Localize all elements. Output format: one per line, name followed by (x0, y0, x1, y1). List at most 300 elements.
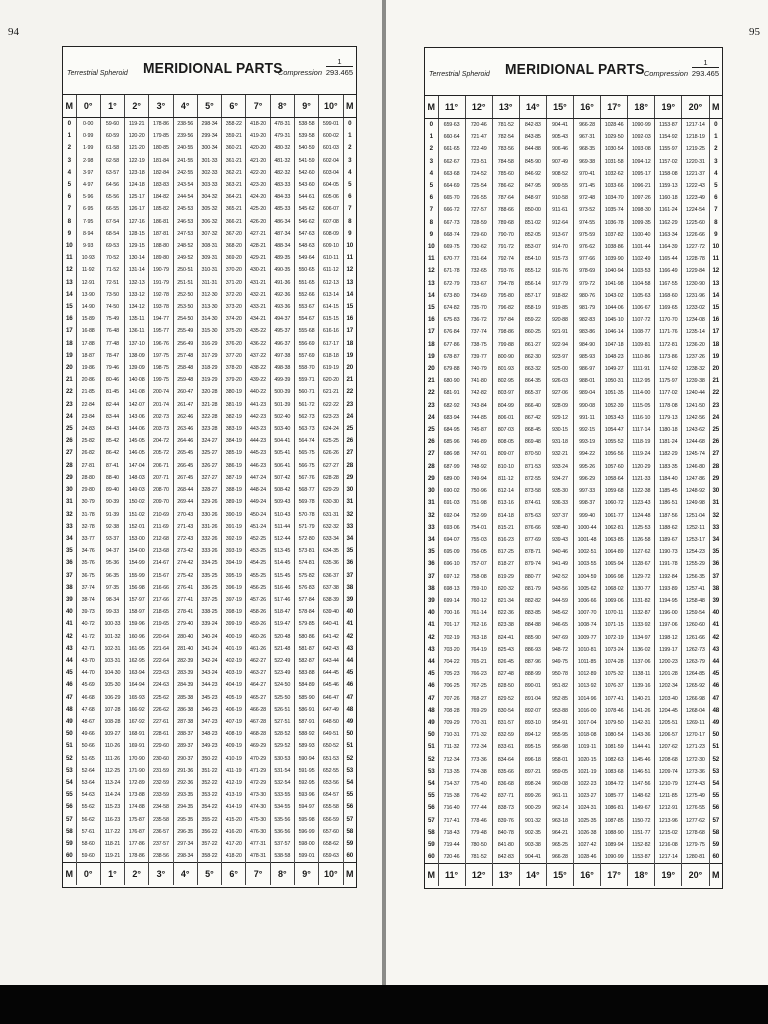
table-cell: 66·55 (100, 203, 124, 215)
table-cell: 724·52 (465, 168, 492, 180)
table-cell: 559·71 (294, 374, 318, 386)
column-header-7: 6° (222, 95, 246, 118)
table-cell: 38·74 (76, 594, 100, 606)
table-cell: 1197·06 (655, 619, 682, 631)
table-cell: 299·34 (197, 130, 221, 142)
table-cell: 1129·72 (628, 571, 655, 583)
minute-cell: 49 (425, 717, 438, 729)
minute-cell: 42 (425, 632, 438, 644)
table-cell: 118·21 (100, 838, 124, 850)
table-cell: 1115·05 (628, 400, 655, 412)
table-cell: 1260·60 (682, 619, 709, 631)
table-cell: 485·33 (270, 203, 294, 215)
table-cell: 137·10 (125, 338, 149, 350)
table-cell: 176·87 (125, 826, 149, 838)
table-cell: 1116·10 (628, 412, 655, 424)
table-cell: 879·74 (519, 558, 546, 570)
minute-cell: 33 (425, 522, 438, 534)
table-cell: 552·66 (294, 289, 318, 301)
table-cell: 610·11 (319, 252, 343, 264)
table-cell: 180·85 (149, 142, 173, 154)
table-cell: 391·19 (222, 521, 246, 533)
minute-cell: 44 (346, 656, 354, 664)
table-row (425, 302, 722, 314)
column-footer-9: 19° (655, 864, 682, 887)
table-row (63, 203, 356, 215)
table-cell: 946·65 (546, 619, 573, 631)
table-cell: 932·21 (546, 448, 573, 460)
table-cell: 1200·23 (655, 656, 682, 668)
table-cell: 1221·37 (682, 168, 709, 180)
table-cell: 658·62 (319, 838, 343, 850)
table-cell: 239·56 (173, 130, 197, 142)
table-cell: 739·77 (465, 351, 492, 363)
table-cell: 131·14 (125, 264, 149, 276)
table-cell: 360·21 (222, 142, 246, 154)
table-cell: 504·41 (270, 435, 294, 447)
column-footer-5: 4° (173, 863, 197, 886)
minute-cell: 20 (712, 365, 720, 373)
minute-cell: 15 (63, 301, 76, 313)
table-cell: 824·41 (492, 632, 519, 644)
table-row (63, 692, 356, 704)
table-row (425, 351, 722, 363)
table-cell: 1174·92 (655, 363, 682, 375)
table-cell: 293·35 (173, 789, 197, 801)
table-cell: 509·43 (270, 496, 294, 508)
table-cell: 93·37 (100, 533, 124, 545)
table-cell: 822·36 (492, 607, 519, 619)
table-row (425, 156, 722, 168)
minute-cell: 51 (63, 740, 76, 752)
table-cell: 119·21 (125, 118, 149, 131)
table-cell: 690·02 (438, 485, 465, 497)
table-cell: 659·63 (438, 119, 465, 132)
table-cell: 246·53 (173, 216, 197, 228)
table-cell: 1154·92 (655, 131, 682, 143)
minute-cell: 23 (63, 399, 76, 411)
table-row (425, 534, 722, 546)
table-cell: 96·35 (100, 570, 124, 582)
table-cell: 410·19 (222, 753, 246, 765)
table-cell: 593·96 (294, 789, 318, 801)
table-cell: 378·20 (222, 362, 246, 374)
table-cell: 553·67 (294, 301, 318, 313)
table-cell: 898·24 (519, 778, 546, 790)
table-cell: 417·20 (222, 838, 246, 850)
table-cell: 1110·86 (628, 351, 655, 363)
table-row (63, 594, 356, 606)
table-cell: 416·20 (222, 826, 246, 838)
table-cell: 744·85 (465, 412, 492, 424)
table-title: MERIDIONAL PARTS (505, 61, 645, 78)
minute-cell: 36 (346, 559, 354, 567)
table-row (425, 387, 722, 399)
table-cell: 471·29 (246, 765, 270, 777)
table-cell: 462·27 (246, 655, 270, 667)
table-cell: 406·19 (222, 704, 246, 716)
table-cell: 876·66 (519, 522, 546, 534)
minute-cell: 34 (346, 534, 354, 542)
table-cell: 722·49 (465, 143, 492, 155)
table-cell: 669·75 (438, 241, 465, 253)
table-cell: 1090·99 (601, 851, 628, 864)
table-cell: 46·68 (76, 692, 100, 704)
minute-cell: 1 (63, 130, 76, 142)
table-cell: 385·19 (222, 447, 246, 459)
table-cell: 973·52 (573, 204, 600, 216)
table-cell: 35·76 (76, 557, 100, 569)
table-row (63, 643, 356, 655)
table-cell: 411·19 (222, 765, 246, 777)
table-cell: 52·64 (76, 765, 100, 777)
table-cell: 729·60 (465, 229, 492, 241)
table-cell: 446·23 (246, 460, 270, 472)
table-cell: 598·00 (294, 838, 318, 850)
table-cell: 228·61 (149, 728, 173, 740)
table-cell: 1086·81 (601, 802, 628, 814)
table-cell: 394·19 (222, 557, 246, 569)
table-cell: 241·55 (173, 155, 197, 167)
table-row (63, 679, 356, 691)
table-cell: 958·01 (546, 754, 573, 766)
table-cell: 1210·79 (655, 778, 682, 790)
table-cell: 194·77 (149, 313, 173, 325)
meridional-parts-table (63, 95, 356, 885)
table-row (63, 509, 356, 521)
table-cell: 269·44 (173, 496, 197, 508)
table-cell: 875·63 (519, 510, 546, 522)
table-cell: 915·73 (546, 253, 573, 265)
table-cell: 23·84 (76, 411, 100, 423)
table-cell: 797·84 (492, 314, 519, 326)
minute-cell: 36 (425, 558, 438, 570)
table-cell: 944·59 (546, 595, 573, 607)
table-cell: 234·58 (149, 801, 173, 813)
minute-cell: 19 (425, 351, 438, 363)
minute-cell: 6 (63, 191, 76, 203)
table-cell: 337·25 (197, 594, 221, 606)
table-cell: 974·55 (573, 217, 600, 229)
table-cell: 298·34 (197, 118, 221, 131)
table-cell: 380·19 (222, 386, 246, 398)
table-cell: 1148·62 (628, 790, 655, 802)
table-cell: 333·26 (197, 545, 221, 557)
table-cell: 1008·74 (573, 619, 600, 631)
table-cell: 799·88 (492, 339, 519, 351)
table-cell: 142·07 (125, 399, 149, 411)
table-cell: 453·25 (246, 545, 270, 557)
table-cell: 519·47 (270, 618, 294, 630)
table-cell: 840·78 (492, 827, 519, 839)
table-cell: 708·28 (438, 705, 465, 717)
table-cell: 565·75 (294, 447, 318, 459)
minute-cell: 59 (425, 839, 438, 851)
table-cell: 104·30 (100, 667, 124, 679)
minute-cell: 38 (425, 583, 438, 595)
table-cell: 720·46 (438, 851, 465, 864)
table-cell: 1121·33 (628, 473, 655, 485)
table-cell: 699·14 (438, 595, 465, 607)
table-cell: 346·23 (197, 704, 221, 716)
table-cell: 182·84 (149, 167, 173, 179)
table-cell: 819·29 (492, 571, 519, 583)
table-cell: 997·33 (573, 485, 600, 497)
minute-cell: 43 (425, 644, 438, 656)
table-cell: 365·21 (222, 203, 246, 215)
table-cell: 1215·02 (655, 827, 682, 839)
column-footer-row (63, 863, 356, 886)
table-cell: 238·56 (173, 118, 197, 131)
table-cell: 1094·12 (628, 156, 655, 168)
table-cell: 190·79 (149, 264, 173, 276)
table-cell: 762·16 (465, 619, 492, 631)
table-cell: 863·32 (519, 363, 546, 375)
table-cell: 1193·89 (655, 583, 682, 595)
minute-cell: 45 (346, 669, 354, 677)
minute-cell: 47 (425, 693, 438, 705)
table-cell: 88·40 (100, 472, 124, 484)
table-row (425, 571, 722, 583)
minute-cell: 52 (63, 753, 76, 765)
table-cell: 487·34 (270, 228, 294, 240)
table-cell: 223·63 (149, 667, 173, 679)
table-cell: 908·52 (546, 168, 573, 180)
table-cell: 546·62 (294, 216, 318, 228)
table-row (425, 119, 722, 132)
table-cell: 516·46 (270, 582, 294, 594)
table-row (425, 131, 722, 143)
table-cell: 778·46 (465, 815, 492, 827)
table-cell: 114·24 (100, 789, 124, 801)
minute-cell: 55 (346, 791, 354, 799)
column-header-0: M (63, 95, 76, 118)
table-cell: 1234·08 (682, 314, 709, 326)
table-cell: 885·90 (519, 632, 546, 644)
table-cell: 784·58 (492, 156, 519, 168)
minute-cell: 13 (712, 279, 720, 287)
table-cell: 972·48 (573, 192, 600, 204)
table-cell: 1189·67 (655, 534, 682, 546)
table-cell: 696·10 (438, 558, 465, 570)
table-cell: 225·62 (149, 692, 173, 704)
minute-cell: 0 (425, 119, 438, 132)
table-cell: 1055·52 (601, 436, 628, 448)
table-cell: 947·69 (546, 632, 573, 644)
table-cell: 200·74 (149, 386, 173, 398)
table-cell: 1066·98 (601, 571, 628, 583)
column-header-3: 2° (125, 95, 149, 118)
table-cell: 9·93 (76, 240, 100, 252)
table-cell: 1005·62 (573, 583, 600, 595)
table-cell: 514·45 (270, 557, 294, 569)
table-cell: 168·91 (125, 728, 149, 740)
table-cell: 106·29 (100, 692, 124, 704)
table-cell: 271·43 (173, 521, 197, 533)
table-cell: 536·56 (270, 826, 294, 838)
table-cell: 17·88 (76, 338, 100, 350)
table-cell: 220·64 (149, 631, 173, 643)
table-cell: 742·82 (465, 387, 492, 399)
table-cell: 914·70 (546, 241, 573, 253)
column-footer-3: 2° (125, 863, 149, 886)
table-cell: 322·28 (197, 411, 221, 423)
table-cell: 1016·00 (573, 705, 600, 717)
table-cell: 900·29 (519, 802, 546, 814)
table-cell: 1017·04 (573, 717, 600, 729)
table-cell: 224·63 (149, 679, 173, 691)
table-cell: 867·42 (519, 412, 546, 424)
table-cell: 968·35 (573, 143, 600, 155)
table-cell: 248·52 (173, 240, 197, 252)
table-row (425, 754, 722, 766)
table-cell: 521·48 (270, 643, 294, 655)
table-cell: 377·20 (222, 350, 246, 362)
table-cell: 1073·24 (601, 644, 628, 656)
table-cell: 121·20 (125, 142, 149, 154)
table-row (63, 557, 356, 569)
table-row (63, 765, 356, 777)
table-cell: 213·68 (149, 545, 173, 557)
table-cell: 619·19 (319, 362, 343, 374)
minute-cell: 35 (346, 547, 354, 555)
minute-cell: 20 (63, 362, 76, 374)
minute-cell: 1 (714, 133, 718, 141)
table-cell: 112·25 (100, 765, 124, 777)
table-cell: 1063·85 (601, 534, 628, 546)
table-cell: 324·27 (197, 435, 221, 447)
table-cell: 424·20 (246, 191, 270, 203)
table-cell: 0·99 (76, 130, 100, 142)
table-cell: 771·32 (465, 729, 492, 741)
table-cell: 39·73 (76, 606, 100, 618)
table-cell: 1185·45 (655, 485, 682, 497)
table-cell: 1219·25 (682, 143, 709, 155)
table-cell: 990·08 (573, 400, 600, 412)
table-cell: 289·37 (173, 740, 197, 752)
table-cell: 1157·02 (655, 156, 682, 168)
table-cell: 484·33 (270, 191, 294, 203)
table-cell: 375·20 (222, 325, 246, 337)
table-cell: 746·89 (465, 436, 492, 448)
table-cell: 437·22 (246, 350, 270, 362)
table-cell: 305·32 (197, 203, 221, 215)
minute-cell: 55 (425, 790, 438, 802)
table-cell: 836·68 (492, 778, 519, 790)
minute-cell: 49 (712, 718, 720, 726)
table-cell: 478·31 (270, 118, 294, 131)
table-cell: 1097·26 (628, 192, 655, 204)
table-cell: 672·79 (438, 278, 465, 290)
table-cell: 871·53 (519, 461, 546, 473)
table-cell: 458·26 (246, 606, 270, 618)
table-cell: 86·42 (100, 447, 124, 459)
table-cell: 1059·68 (601, 485, 628, 497)
table-cell: 252·50 (173, 289, 197, 301)
table-cell: 667·73 (438, 217, 465, 229)
minute-cell: 42 (346, 632, 354, 640)
table-cell: 1052·39 (601, 400, 628, 412)
minute-cell: 3 (63, 155, 76, 167)
table-cell: 178·86 (149, 118, 173, 131)
table-cell: 882·82 (519, 595, 546, 607)
table-cell: 136·11 (125, 325, 149, 337)
table-cell: 1257·41 (682, 583, 709, 595)
table-cell: 85·42 (100, 435, 124, 447)
minute-cell: 53 (425, 766, 438, 778)
table-row (425, 278, 722, 290)
table-cell: 259·48 (173, 374, 197, 386)
table-cell: 275·42 (173, 570, 197, 582)
table-cell: 1186·51 (655, 497, 682, 509)
table-cell: 1264·85 (682, 668, 709, 680)
table-cell: 1111·91 (628, 363, 655, 375)
table-cell: 678·87 (438, 351, 465, 363)
table-cell: 807·03 (492, 424, 519, 436)
minute-cell: 19 (346, 351, 354, 359)
table-cell: 925·00 (546, 363, 573, 375)
table-cell: 986·97 (573, 363, 600, 375)
table-cell: 649·51 (319, 728, 343, 740)
compression-fraction (326, 57, 353, 77)
table-cell: 890·01 (519, 680, 546, 692)
column-header-0: M (425, 96, 438, 119)
table-row (63, 350, 356, 362)
minute-cell: 1 (425, 131, 438, 143)
minute-cell: 30 (425, 485, 438, 497)
minute-cell: 23 (346, 400, 354, 408)
table-header (63, 47, 356, 95)
table-cell: 1010·81 (573, 644, 600, 656)
table-cell: 192·78 (149, 289, 173, 301)
table-row (425, 851, 722, 864)
table-cell: 1050·31 (601, 375, 628, 387)
table-row (63, 118, 356, 131)
table-cell: 1126·58 (628, 534, 655, 546)
table-cell: 240·55 (173, 142, 197, 154)
table-cell: 963·18 (546, 815, 573, 827)
table-cell: 679·88 (438, 363, 465, 375)
table-cell: 816·23 (492, 534, 519, 546)
minute-cell: 18 (712, 340, 720, 348)
table-cell: 217·66 (149, 594, 173, 606)
table-cell: 705·23 (438, 668, 465, 680)
table-cell: 748·92 (465, 461, 492, 473)
table-cell: 660·64 (438, 131, 465, 143)
table-cell: 734·69 (465, 290, 492, 302)
table-cell: 1266·98 (682, 693, 709, 705)
table-row (63, 179, 356, 191)
table-cell: 1270·17 (682, 729, 709, 741)
minute-cell: 27 (346, 449, 354, 457)
table-cell: 127·16 (125, 216, 149, 228)
table-cell: 381·19 (222, 399, 246, 411)
table-cell: 1114·00 (628, 387, 655, 399)
table-cell: 405·19 (222, 692, 246, 704)
table-cell: 615·15 (319, 313, 343, 325)
table-cell: 238·56 (149, 850, 173, 863)
column-header-4: 14° (519, 96, 546, 119)
table-cell: 832·59 (492, 729, 519, 741)
table-cell: 50·66 (76, 740, 100, 752)
table-cell: 913·67 (546, 229, 573, 241)
table-row (63, 728, 356, 740)
minute-cell: 22 (63, 386, 76, 398)
table-cell: 135·11 (125, 313, 149, 325)
minute-cell: 38 (63, 582, 76, 594)
minute-cell: 39 (63, 594, 76, 606)
minute-cell: 45 (63, 667, 76, 679)
